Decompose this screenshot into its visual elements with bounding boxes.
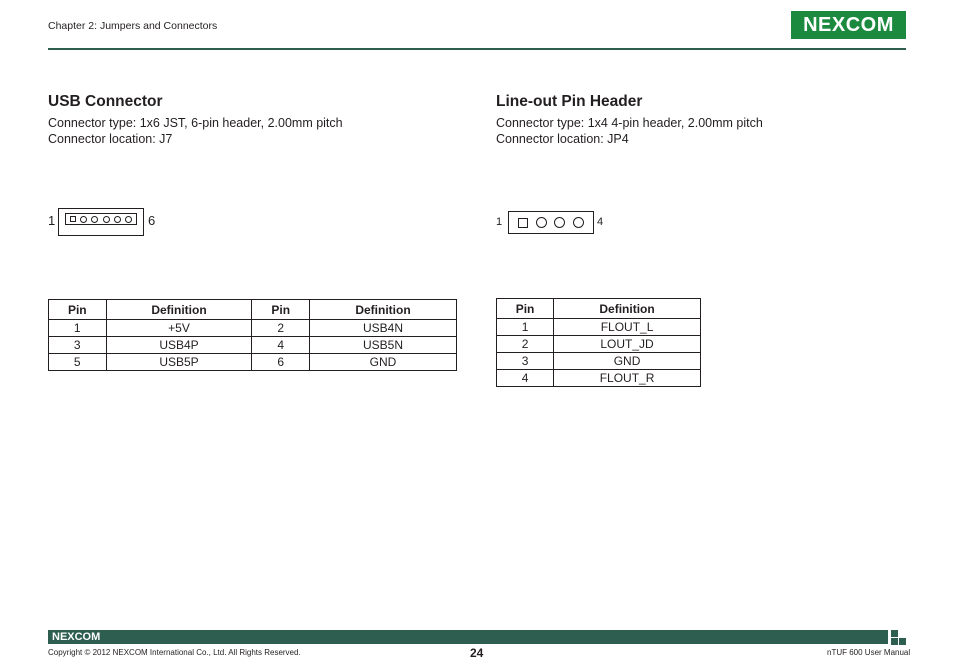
usb-connector-type: Connector type: 1x6 JST, 6-pin header, 2.00mm pitch [48, 116, 343, 130]
table-row [49, 320, 457, 337]
pin-circle-icon [554, 217, 565, 228]
page-number: 24 [470, 646, 484, 660]
table-header: Pin [497, 299, 554, 319]
table-cell: LOUT_JD [554, 336, 701, 353]
pin-circle-icon [114, 216, 121, 223]
footer-bar [48, 630, 888, 644]
manual-title: nTUF 600 User Manual [827, 648, 911, 657]
pin-circle-icon [125, 216, 132, 223]
chapter-title: Chapter 2: Jumpers and Connectors [48, 20, 218, 32]
table-cell: USB4P [106, 337, 252, 354]
usb-pin6-label: 6 [148, 213, 156, 228]
usb-section-title: USB Connector [48, 93, 163, 110]
table-cell: 3 [497, 353, 554, 370]
usb-connector-location: Connector location: J7 [48, 132, 173, 146]
usb-pin-table [48, 299, 457, 371]
table-row [49, 337, 457, 354]
pin-circle-icon [91, 216, 98, 223]
lineout-connector-diagram [508, 211, 594, 234]
lineout-section-title: Line-out Pin Header [496, 93, 643, 110]
table-header: Pin [252, 300, 310, 320]
table-cell: 1 [497, 319, 554, 336]
nexcom-logo: NEXCOM [791, 11, 906, 39]
usb-connector-diagram [58, 208, 144, 236]
table-cell: 6 [252, 354, 310, 371]
pin-circle-icon [536, 217, 547, 228]
pin-circle-icon [103, 216, 110, 223]
lineout-pin1-label: 1 [496, 216, 503, 228]
lineout-pin-table [496, 298, 701, 387]
table-cell: GND [310, 354, 457, 371]
table-cell: 3 [49, 337, 107, 354]
header-divider [48, 48, 906, 50]
table-row [497, 319, 701, 336]
pin-square-icon [518, 218, 528, 228]
table-header: Definition [554, 299, 701, 319]
footer-square-icon [891, 630, 898, 637]
table-cell: GND [554, 353, 701, 370]
table-header: Pin [49, 300, 107, 320]
lineout-connector-location: Connector location: JP4 [496, 132, 629, 146]
table-row [497, 336, 701, 353]
table-cell: USB5N [310, 337, 457, 354]
lineout-pin4-label: 4 [597, 216, 604, 228]
copyright-text: Copyright © 2012 NEXCOM International Co., Ltd. All Rights Reserved. [48, 648, 301, 657]
table-cell: FLOUT_R [554, 370, 701, 387]
table-header: Definition [106, 300, 252, 320]
usb-connector-pins [65, 213, 137, 225]
table-cell: +5V [106, 320, 252, 337]
footer-logo: NEXCOM [52, 631, 101, 643]
table-row [49, 354, 457, 371]
table-cell: 5 [49, 354, 107, 371]
table-cell: 1 [49, 320, 107, 337]
table-cell: USB4N [310, 320, 457, 337]
table-header-row [49, 300, 457, 320]
table-cell: 2 [252, 320, 310, 337]
footer-square-icon [891, 638, 898, 645]
table-cell: FLOUT_L [554, 319, 701, 336]
table-cell: USB5P [106, 354, 252, 371]
usb-pin1-label: 1 [48, 213, 56, 228]
pin-square-icon [70, 216, 76, 222]
table-cell: 4 [252, 337, 310, 354]
table-cell: 2 [497, 336, 554, 353]
table-cell: 4 [497, 370, 554, 387]
footer-square-icon [899, 638, 906, 645]
pin-circle-icon [80, 216, 87, 223]
table-header-row [497, 299, 701, 319]
table-row [497, 353, 701, 370]
pin-circle-icon [573, 217, 584, 228]
lineout-connector-type: Connector type: 1x4 4-pin header, 2.00mm pitch [496, 116, 763, 130]
table-row [497, 370, 701, 387]
table-header: Definition [310, 300, 457, 320]
